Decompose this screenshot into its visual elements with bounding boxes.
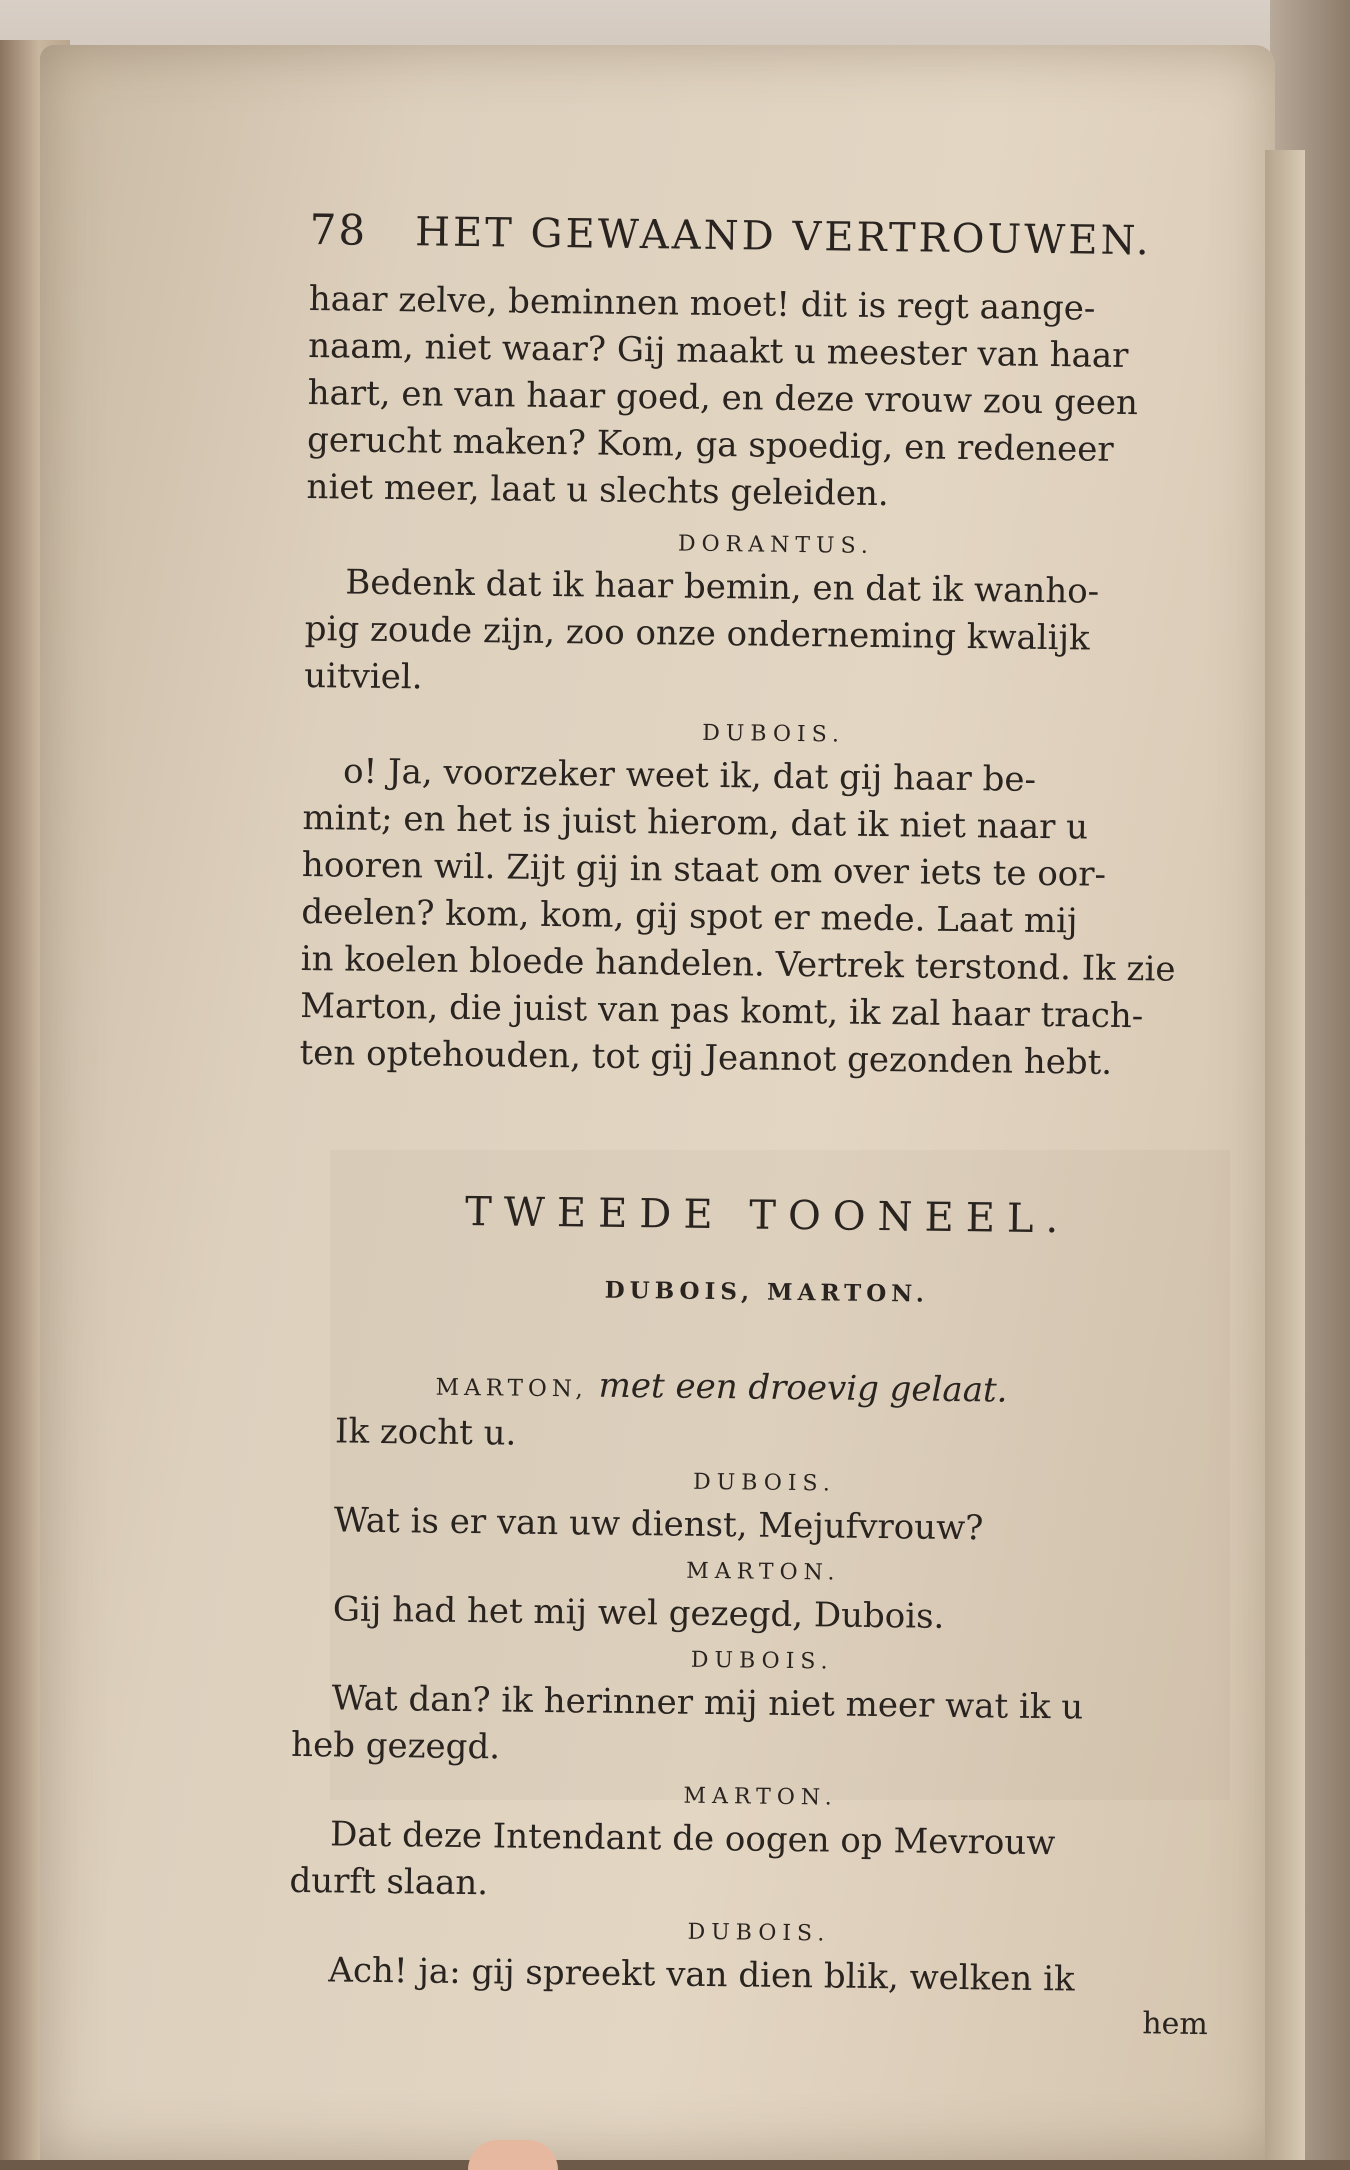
dialogue-line: Wat dan? ik herinner mij niet meer wat ik u heb gezegd.	[290, 1678, 1084, 1768]
facing-page-edge	[1265, 150, 1305, 2160]
catchword: hem	[1142, 2006, 1209, 2043]
speaker-heading: DUBOIS.	[690, 1647, 834, 1675]
speaker-heading: DORANTUS.	[677, 531, 874, 559]
paragraph: Bedenk dat ik haar bemin, en dat ik wanho- pig zoude zijn, zoo onze onderneming kwalijk uitviel.	[304, 562, 1100, 698]
speaker-heading: DUBOIS.	[692, 1469, 836, 1497]
running-head	[309, 205, 1250, 265]
speaker-heading: DUBOIS.	[702, 720, 846, 748]
page-number: 78	[309, 205, 368, 255]
scene-title: TWEEDE TOONEEL.	[464, 1188, 1071, 1243]
paragraph: haar zelve, beminnen moet! dit is regt aange- naam, niet waar? Gij maakt u meester van haar hart, en van haar goed, en deze vrouw zou geen gerucht maken? Kom, ga spoedig, en redeneer niet meer, laat u slechts geleiden.	[306, 278, 1139, 515]
dialogue-line: Gij had het mij wel gezegd, Dubois.	[332, 1589, 945, 1637]
speaker-heading: MARTON.	[683, 1783, 838, 1811]
speaker-name: MARTON,	[435, 1374, 588, 1403]
dialogue-line: Ach! ja: gij spreekt van dien blik, welken ik	[328, 1950, 1075, 2000]
speaker-heading: MARTON.	[686, 1558, 841, 1586]
page-text	[288, 205, 1250, 2045]
stage-direction: met een droevig gelaat.	[598, 1365, 1008, 1411]
paragraph: o! Ja, voorzeker weet ik, dat gij haar be- mint; en het is juist hierom, dat ik niet naar u hooren wil. Zijt gij in staat om over iets te oor- deelen? kom, kom, gij spot er mede. Laat mij in koelen bloede handelen. Vertrek terstond. Ik zie Marton, die juist van pas komt, ik zal haar trach- ten optehouden, tot gij Jeannot gezonden hebt.	[299, 751, 1176, 1083]
speaker-heading: DUBOIS.	[687, 1919, 831, 1947]
scene-cast: DUBOIS, MARTON.	[604, 1276, 929, 1308]
dialogue-line: Wat is er van uw dienst, Mejufvrouw?	[333, 1500, 984, 1549]
running-title: HET GEWAAND VERTROUWEN.	[414, 209, 1152, 265]
finger-tip	[468, 2140, 558, 2170]
dialogue-line: Dat deze Intendant de oogen op Mevrouw durft slaan.	[289, 1814, 1056, 1904]
dialogue-line: Ik zocht u.	[334, 1411, 517, 1454]
